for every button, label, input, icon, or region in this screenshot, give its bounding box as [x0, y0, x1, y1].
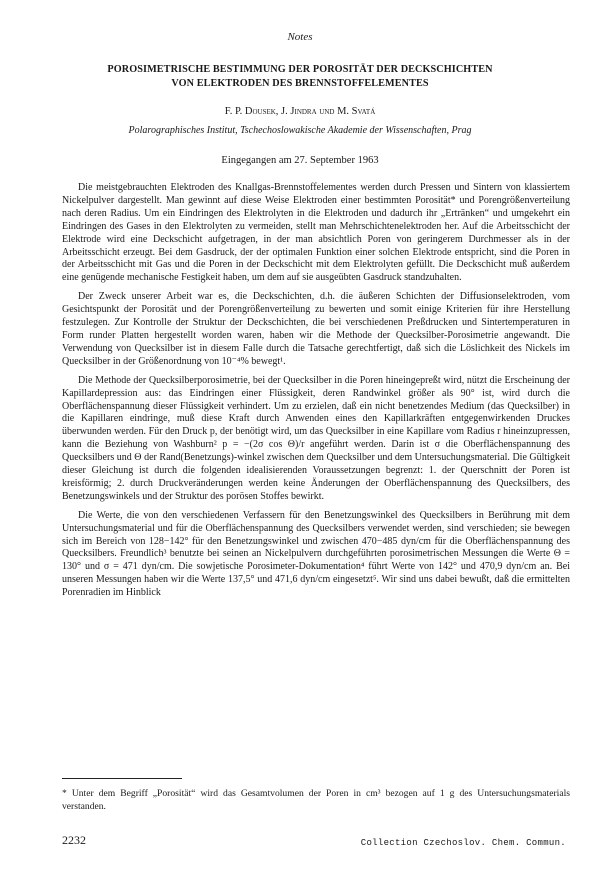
article-body: [62, 182, 570, 606]
authors: F. P. Dousek, J. Jindra und M. Svatá: [224, 106, 376, 117]
title-line-1: POROSIMETRISCHE BESTIMMUNG DER POROSITÄT DER DECKSCHICHTEN: [107, 64, 493, 75]
article-title: [40, 63, 560, 91]
paragraph: Die meistgebrauchten Elektroden des Knallgas-Brennstoffelementes werden durch Pressen und Sintern von klassiertem Nickelpulver dargestellt. Man gewinnt auf diese Weise Elektroden einer bestimmten Porosität* und Porengrößenverteilung nach deren Radius. Um ein Eindringen des Elektrolyten in die Elektroden und dadurch ihr „Ertränken“ und umgekehrt ein Eindringen des Gases in den Elektrolyten zu vermeiden, stellt man Mehrschichtenelektroden her. Auf die Arbeitsschicht der Elektrode wird eine Deckschicht aufgetragen, in der man absichtlich Poren von geringerem Durchmesser als in der Arbeitsschicht erzeugt. Bei dem Gasdruck, der der optimalen Funktion einer solchen Elektrode entspricht, sind die Poren in der Arbeitsschicht mit Gas und die Poren in der Deckschicht mit dem Elektrolyten gefüllt. Die Deckschicht muß außerdem eine genügende mechanische Festigkeit haben, um dem auf sie ausgeübten Gasdruck standzuhalten.: [62, 182, 570, 284]
affiliation: Polarographisches Institut, Tschechoslowakische Akademie der Wissenschaften, Prag: [128, 125, 472, 136]
received-date: Eingegangen am 27. September 1963: [221, 155, 379, 166]
paragraph: Die Methode der Quecksilberporosimetrie, bei der Quecksilber in die Poren hineingepreßt wird, nützt die Erscheinung der Kapillardepression aus: das Eindringen einer Flüssigkeit, deren Randwinkel größer als 90° ist, wird durch die Oberflächenspannung dieser Flüssigkeit verhindert. Um zu erzielen, daß ein nicht benetzendes Medium (das Quecksilber) in die Kapillaren eindringe, muß diese Kraft durch Anwenden eines den Kapillarkräften entgegenwirkenden Druckes überwunden werden. Für den Druck p, der benötigt wird, um das Quecksilber in eine Kapillare vom Radius r hineinzupressen, kann die Beziehung von Washburn² p = −(2σ cos Θ)/r angeführt werden. Darin ist σ die Oberflächenspannung des Quecksilbers und Θ der Rand(Benetzungs)-winkel zwischen dem Quecksilber und dem Untersuchungsmaterial. Die Gültigkeit dieser Gleichung ist durch die folgenden idealisierenden Voraussetzungen begrenzt: 1. der Querschnitt der Poren ist kreisförmig; 2. durch Druckveränderungen werden keine Änderungen der Oberflächenspannung des Quecksilbers, des Benetzungswinkels und der Struktur des porösen Stoffes bewirkt.: [62, 374, 570, 502]
paragraph: Der Zweck unserer Arbeit war es, die Deckschichten, d.h. die äußeren Schichten der Diffusionselektroden, vom Gesichtspunkt der Porosität und der Porengrößenverteilung zu bewerten und somit einige Kriterien für ihre Herstellung festzulegen. Zur Kontrolle der Struktur der Deckschichten, die bei verschiedenen Preßdrucken und Sintertemperaturen in Form runder Platten hergestellt worden waren, haben wir die Methode der Quecksilber-Porosimetrie angewandt. Die Verwendung von Quecksilber ist in diesem Falle durch die Tatsache gerechtfertigt, daß sich die Löslichkeit des Nickels im Quecksilber in der Größenordnung von 10⁻⁴% bewegt¹.: [62, 291, 570, 367]
title-line-2: VON ELEKTRODEN DES BRENNSTOFFELEMENTES: [171, 78, 429, 89]
footnote: * Unter dem Begriff „Porosität“ wird das Gesamtvolumen der Poren in cm³ bezogen auf 1 g des Untersuchungsmaterials verstanden.: [62, 788, 570, 812]
section-header: Notes: [287, 31, 313, 43]
footnote-divider: [62, 778, 182, 779]
paragraph: Die Werte, die von den verschiedenen Verfassern für den Benetzungswinkel des Quecksilbers in Berührung mit dem Untersuchungsmaterial und für die Oberflächenspannung des Quecksilbers verwendet werden, sind verschieden; sie bewegen sich im Bereich von 128−142° für den Benetzungswinkel und zwischen 470−485 dyn/cm für die Oberflächenspannung des Quecksilbers. Freundlich³ benutzte bei seinen an Nickelpulvern durchgeführten porosimetrischen Messungen die Werte Θ = 130° und σ = 471 dyn/cm. Die sowjetische Porosimeter-Dokumentation⁴ führt Werte von 142° und 470,9 dyn/cm an. Bei unseren Messungen haben wir die Werte 137,5° und 471,6 dyn/cm eingesetzt⁵. Wir sind uns dabei bewußt, daß die ermittelten Porenradien im Hinblick: [62, 509, 570, 599]
journal-name: Collection Czechoslov. Chem. Commun.: [360, 838, 566, 848]
page-number: 2232: [62, 833, 86, 847]
